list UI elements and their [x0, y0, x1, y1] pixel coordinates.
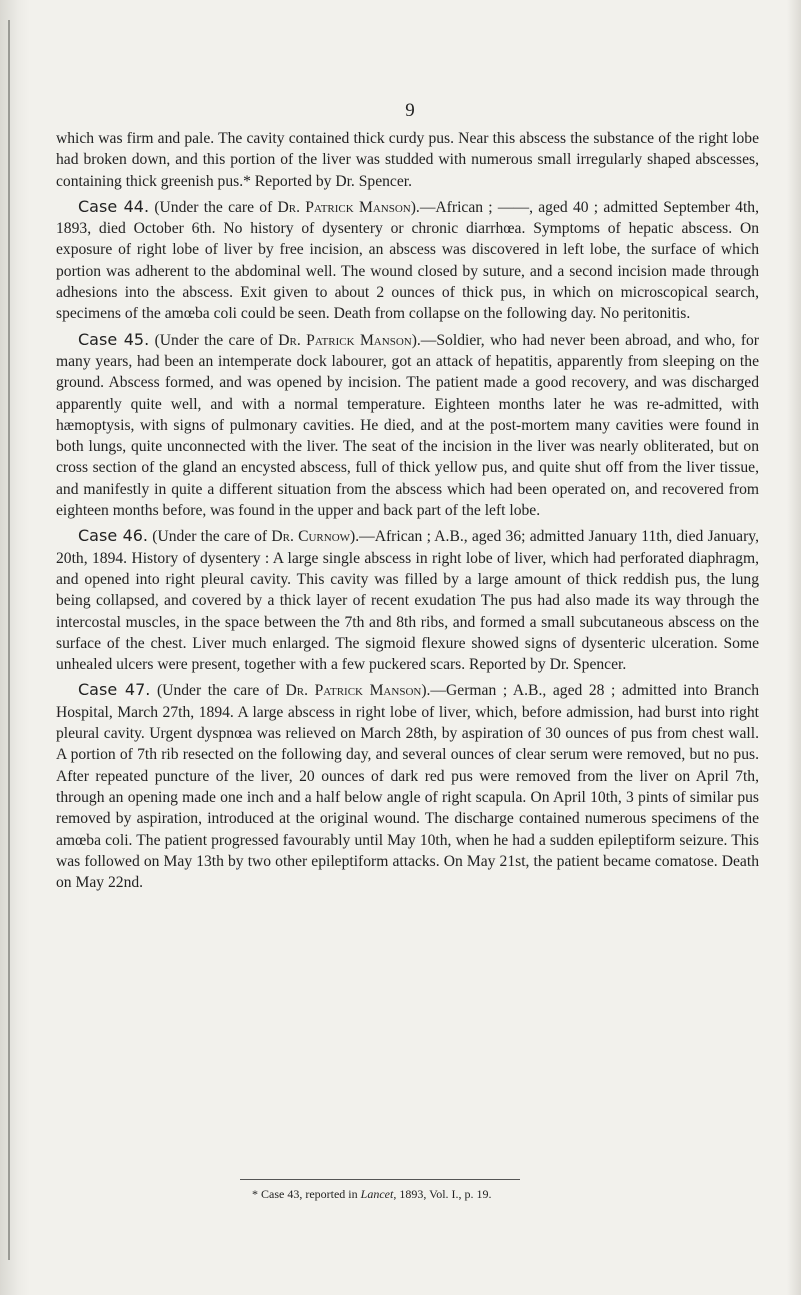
- case-46-body: ).—African ; A.B., aged 36; admitted January 11th, died January, 20th, 1894. History of dysentery : A large single abscess in right lobe of liver, which had perforated diaphragm, and opened into right pleural cavity. This cavity was filled by a large amount of thick reddish pus, the lung being collapsed, and covered by a thick layer of recent exudation The pus had also made its way through the intercostal muscles, in the space between the 7th and 8th ribs, and formed a small subcutaneous abscess on the surface of the chest. Liver much enlarged. The sigmoid flexure showed signs of dysenteric ulceration. Some unhealed ulcers were present, together with a few puckered scars. Reported by Dr. Spencer.: [56, 528, 759, 674]
- case-46-label: Case 46.: [78, 526, 149, 546]
- page-number: 9: [405, 100, 415, 121]
- page-binding-shadow: [0, 0, 30, 1295]
- case-45-body: ).—Soldier, who had never been abroad, and who, for many years, had been an intemperate dock labourer, got an attack of hepatitis, apparently from sleeping on the ground. Abscess formed, and was opened by incision. The patient made a good recovery, and was discharged apparently quite well, and with a normal temperature. Eighteen months later he was re-admitted, with hæmoptysis, with signs of pulmonary cavities. He died, and at the post-mortem many cavities were found in both lungs, quite unconnected with the liver. The seat of the incision in the liver was nearly obliterated, but on cross section of the gland an encysted abscess, full of thick yellow pus, and quite shut off from the liver tissue, and manifestly in quite a different situation from the abscess which had been operated on, and recovered from eighteen months before, was found in the upper and back part of the left lobe.: [56, 331, 759, 520]
- page-right-edge-shadow: [787, 0, 801, 1295]
- case-45-doctor: Dr. Patrick Manson: [278, 331, 412, 349]
- footnote-rule: [240, 1179, 520, 1180]
- case-46-doctor: Dr. Curnow: [271, 528, 351, 546]
- page-body: [56, 128, 759, 897]
- case-44-paragraph: [56, 196, 759, 325]
- case-47-doctor: Dr. Patrick Manson: [285, 682, 422, 700]
- footnote: [252, 1186, 752, 1202]
- case-44-body: ).—African ; ——, aged 40 ; admitted September 4th, 1893, died October 6th. No history of dysentery or chronic diarrhœa. Symptoms of hepatic abscess. On exposure of right lobe of liver by free incision, an abscess was discovered in left lobe, the surface of which portion was adherent to the abdominal well. The wound closed by suture, and a second incision made through adhesions into the abscess. Exit given to about 2 ounces of thick pus, in which on microscopical search, specimens of the amœba coli could be seen. Death from collapse on the following day. No peritonitis.: [56, 198, 759, 323]
- footnote-suffix: , 1893, Vol. I., p. 19.: [393, 1187, 492, 1201]
- footnote-journal: Lancet: [360, 1187, 394, 1201]
- case-47-care-prefix: (Under the care of: [156, 682, 286, 700]
- case-47-paragraph: [56, 679, 759, 893]
- binding-edge-line: [8, 20, 10, 1260]
- case-44-doctor: Dr. Patrick Manson: [277, 198, 411, 216]
- case-45-care-prefix: (Under the care of: [154, 331, 279, 349]
- case-45-label: Case 45.: [78, 329, 150, 349]
- footnote-prefix: * Case 43, reported in: [252, 1187, 361, 1201]
- case-45-paragraph: [56, 329, 759, 522]
- case-47-body: ).—German ; A.B., aged 28 ; admitted into Branch Hospital, March 27th, 1894. A large abscess in right lobe of liver, which, before admission, had burst into right pleural cavity. Urgent dyspnœa was relieved on March 28th, by aspiration of 30 ounces of pus from chest wall. A portion of 7th rib resected on the following day, and several ounces of clear serum were removed, but no pus. After repeated puncture of the liver, 20 ounces of dark red pus were removed from the liver on April 7th, through an opening made one inch and a half below angle of right scapula. On April 10th, 3 pints of similar pus removed by aspiration, introduced at the original wound. The discharge contained numerous specimens of the amœba coli. The patient progressed favourably until May 10th, when he had a sudden epileptiform seizure. This was followed on May 13th by two other epileptiform attacks. On May 21st, the patient became comatose. Death on May 22nd.: [56, 682, 760, 892]
- case-46-paragraph: [56, 525, 759, 675]
- continuation-paragraph: which was firm and pale. The cavity contained thick curdy pus. Near this abscess the substance of the right lobe had broken down, and this portion of the liver was studded with numerous small irregularly shaped abscesses, containing thick greenish pus.* Reported by Dr. Spencer.: [56, 130, 759, 190]
- case-46-care-prefix: (Under the care of: [152, 528, 272, 546]
- case-47-label: Case 47.: [78, 680, 151, 700]
- case-44-label: Case 44.: [78, 196, 150, 216]
- case-44-care-prefix: (Under the care of: [154, 198, 278, 216]
